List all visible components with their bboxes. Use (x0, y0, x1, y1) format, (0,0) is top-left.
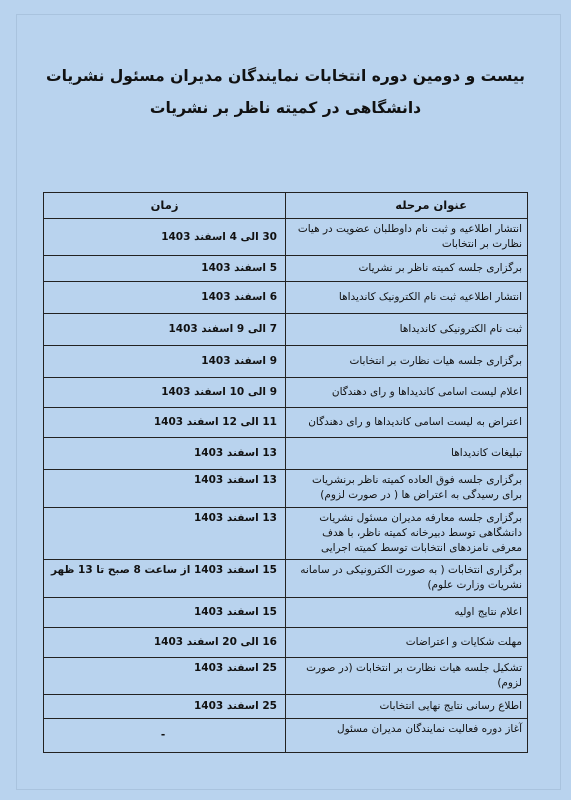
header-time: زمان (44, 193, 286, 219)
time-cell: 16 الی 20 اسفند 1403 (44, 628, 286, 658)
stage-cell: اعتراض به لیست اسامی کاندیداها و رای دهندگان (286, 408, 528, 438)
table-row (44, 470, 528, 508)
title-line-2: دانشگاهی در کمیته ناظر بر نشریات (149, 99, 422, 117)
table-row (44, 628, 528, 658)
time-cell: 30 الی 4 اسفند 1403 (44, 219, 286, 256)
table-header-row (44, 193, 528, 219)
table-row (44, 219, 528, 256)
stage-cell: اعلام لیست اسامی کاندیداها و رای دهندگان (286, 378, 528, 408)
table-row (44, 598, 528, 628)
stage-cell: ثبت نام الکترونیکی کاندیداها (286, 314, 528, 346)
time-cell: 15 اسفند 1403 از ساعت 8 صبح تا 13 ظهر (44, 560, 286, 598)
election-schedule-table (43, 192, 528, 753)
time-cell: 9 الی 10 اسفند 1403 (44, 378, 286, 408)
table-row (44, 438, 528, 470)
time-cell: 13 اسفند 1403 (44, 470, 286, 508)
stage-cell: برگزاری جلسه هیات نظارت بر انتخابات (286, 346, 528, 378)
table-row (44, 560, 528, 598)
stage-cell: آغاز دوره فعالیت نمایندگان مدیران مسئول (286, 719, 528, 753)
table-row (44, 346, 528, 378)
stage-cell: انتشار اطلاعیه ثبت نام الکترونیک کاندیداها (286, 282, 528, 314)
table-row (44, 378, 528, 408)
stage-cell: برگزاری جلسه معارفه مدیران مسئول نشریات دانشگاهی توسط دبیرخانه کمیته ناظر، با هدف معرفی نامزدهای انتخابات توسط کمیته اجرایی (286, 508, 528, 560)
time-cell: 11 الی 12 اسفند 1403 (44, 408, 286, 438)
stage-cell: مهلت شکایات و اعتراضات (286, 628, 528, 658)
time-cell: - (44, 719, 286, 753)
time-cell: 25 اسفند 1403 (44, 658, 286, 695)
table-row (44, 695, 528, 719)
time-cell: 6 اسفند 1403 (44, 282, 286, 314)
table-row (44, 719, 528, 753)
stage-cell: برگزاری جلسه کمیته ناظر بر نشریات (286, 256, 528, 282)
stage-cell: برگزاری جلسه فوق العاده کمیته ناظر برنشریات برای رسیدگی به اعتراض ها ( در صورت لزوم) (286, 470, 528, 508)
stage-cell: تبلیغات کاندیداها (286, 438, 528, 470)
time-cell: 13 اسفند 1403 (44, 508, 286, 560)
stage-cell: برگزاری انتخابات ( به صورت الکترونیکی در سامانه نشریات وزارت علوم) (286, 560, 528, 598)
table-row (44, 314, 528, 346)
header-stage: عنوان مرحله (286, 193, 528, 219)
document-title (40, 60, 531, 124)
stage-cell: تشکیل جلسه هیات نظارت بر انتخابات (در صورت لزوم) (286, 658, 528, 695)
table-row (44, 408, 528, 438)
time-cell: 9 اسفند 1403 (44, 346, 286, 378)
time-cell: 7 الی 9 اسفند 1403 (44, 314, 286, 346)
time-cell: 15 اسفند 1403 (44, 598, 286, 628)
table-row (44, 256, 528, 282)
table-row (44, 508, 528, 560)
stage-cell: اعلام نتایج اولیه (286, 598, 528, 628)
time-cell: 25 اسفند 1403 (44, 695, 286, 719)
stage-cell: اطلاع رسانی نتایج نهایی انتخابات (286, 695, 528, 719)
time-cell: 5 اسفند 1403 (44, 256, 286, 282)
time-cell: 13 اسفند 1403 (44, 438, 286, 470)
stage-cell: انتشار اطلاعیه و ثبت نام داوطلبان عضویت در هیات نظارت بر انتخابات (286, 219, 528, 256)
title-line-1: بیست و دومین دوره انتخابات نمایندگان مدیران مسئول نشریات (46, 67, 525, 85)
table-row (44, 282, 528, 314)
table-row (44, 658, 528, 695)
